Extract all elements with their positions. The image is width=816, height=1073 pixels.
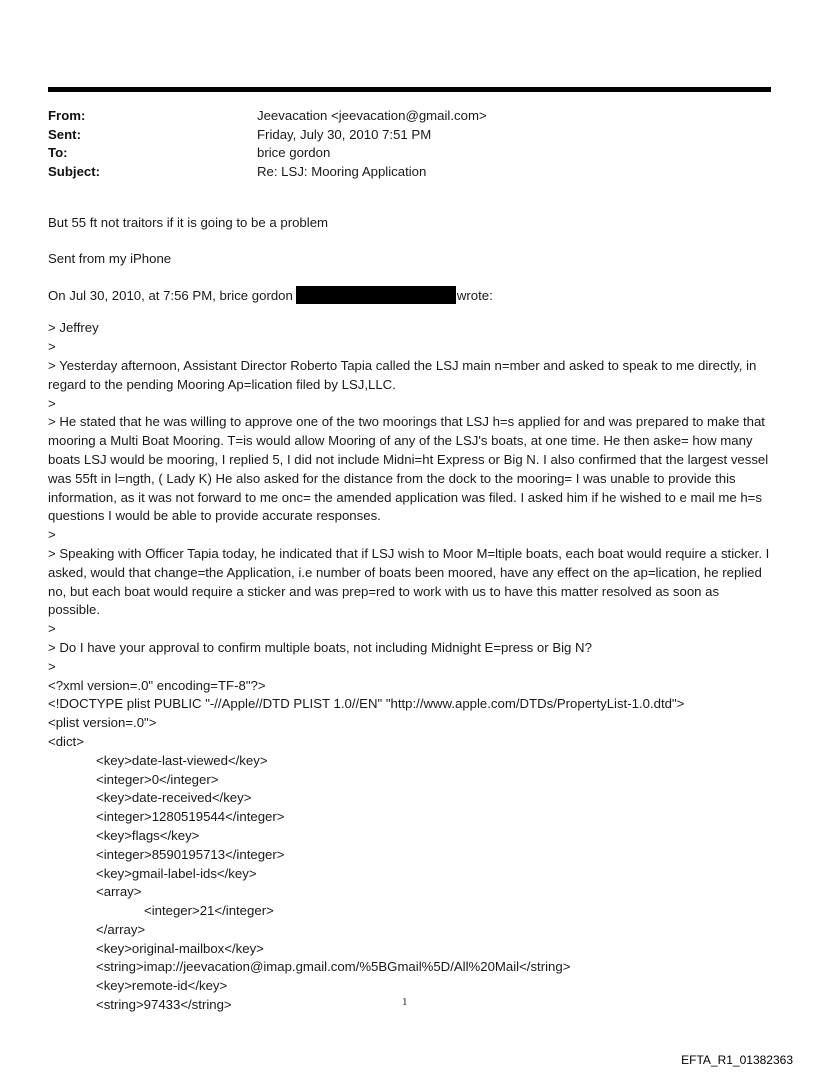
xml-line: <string>imap://jeevacation@imap.gmail.com/%5BGmail%5D/All%20Mail</string> [96,959,571,975]
xml-line: <!DOCTYPE plist PUBLIC "-//Apple//DTD PLIST 1.0//EN" "http://www.apple.com/DTDs/PropertyList-1.0.dtd"> [48,696,685,712]
to-value: brice gordon [257,145,331,160]
quoted-line: > [48,339,56,355]
xml-line: </array> [96,921,146,937]
document-id: EFTA_R1_01382363 [681,1053,793,1067]
quoted-line: > He stated that he was willing to approve one of the two moorings that LSJ h=s applied for and was prepared to make that mooring a Multi Boat Mooring. T=is would allow Mooring of any of the LSJ's boats, at one time. He then aske= how many boats LSJ would be mooring, I replied 5, I did not include Midni=ht Express or Big N. I also confirmed that the largest vessel was 55ft in l=ngth, ( Lady K) He also asked for the distance from the dock to the mooring= I was unable to provide this information, as it was not forward to me onc= the amended application was filed. I asked him if he wished to e mail me h=s questions I would be able to provide accurate responses. [48,414,769,524]
quoted-line: > Speaking with Officer Tapia today, he indicated that if LSJ wish to Moor M=ltiple boats, each boat would require a sticker. I asked, would that change=the Application, i.e number of boats been moored, have any effect on the ap=lication, he replied no, but each boat would require a sticker and was prep=red to work with us to have this matter resolved as soon as possible. [48,545,770,618]
from-value: Jeevacation <jeevacation@gmail.com> [257,108,487,123]
quoted-line: > [48,527,56,543]
wrote-suffix: wrote: [456,287,493,303]
xml-line: <integer>21</integer> [144,903,274,919]
xml-line: <key>flags</key> [96,827,200,843]
xml-metadata [48,677,773,1015]
xml-line: <integer>1280519544</integer> [96,809,285,825]
from-label: From: [48,108,86,123]
reply-text: But 55 ft not traitors if it is going to be a problem [48,215,329,230]
xml-line: <?xml version=.0" encoding=TF-8"?> [48,677,266,693]
xml-line: <plist version=.0"> [48,715,157,731]
redaction-box [296,286,456,304]
xml-line: <dict> [48,733,84,749]
quoted-message [48,319,773,676]
quoted-line: > Do I have your approval to confirm multiple boats, not including Midnight E=press or Big N? [48,639,592,655]
xml-line: <key>remote-id</key> [96,978,228,994]
subject-label: Subject: [48,163,101,179]
sent-label: Sent: [48,126,81,142]
xml-line: <string>97433</string> [96,997,232,1013]
from-row [48,107,768,126]
to-label: To: [48,145,68,160]
xml-line: <array> [96,884,142,900]
subject-row [48,163,768,182]
quoted-line: > Yesterday afternoon, Assistant Director Roberto Tapia called the LSJ main n=mber and asked to speak to me directly, in regard to the pending Mooring Ap=lication filed by LSJ,LLC. [48,357,757,392]
quoted-line: > Jeffrey [48,320,99,336]
xml-line: <key>date-last-viewed</key> [96,752,268,768]
email-body [48,214,773,1015]
sent-value: Friday, July 30, 2010 7:51 PM [257,126,432,142]
xml-line: <integer>0</integer> [96,771,219,787]
xml-line: <key>original-mailbox</key> [96,940,264,956]
wrote-prefix: On Jul 30, 2010, at 7:56 PM, brice gordon [48,287,293,303]
xml-line: <integer>8590195713</integer> [96,846,285,862]
signature-text: Sent from my iPhone [48,250,172,266]
quoted-line: > [48,658,56,674]
to-row [48,144,768,163]
quoted-line: > [48,395,56,411]
header-divider [48,87,771,92]
sent-row [48,126,768,145]
page-number: 1 [402,996,408,1008]
subject-value: Re: LSJ: Mooring Application [257,163,427,179]
wrote-line [48,286,773,306]
xml-line: <key>gmail-label-ids</key> [96,865,257,881]
quoted-line: > [48,621,56,637]
xml-line: <key>date-received</key> [96,790,252,806]
email-header [48,107,768,181]
